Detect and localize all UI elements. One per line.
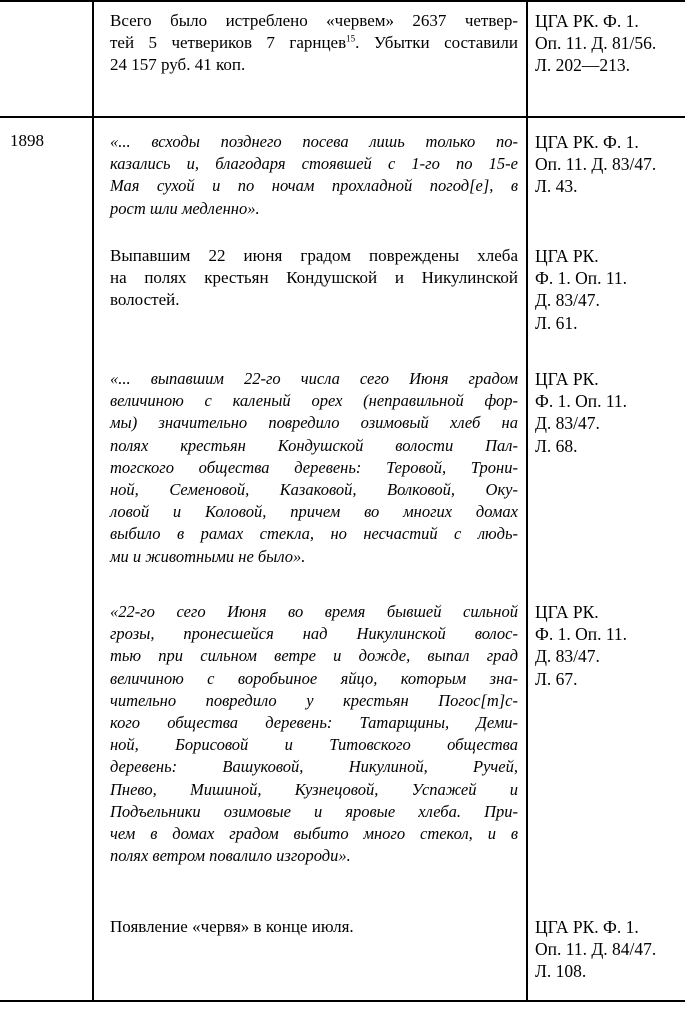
text-line: Подъельники озимовые и яровые хлеба. При- bbox=[110, 801, 518, 821]
year-cell: 1898 bbox=[10, 131, 44, 150]
text-line: Д. 83/47. bbox=[535, 646, 600, 667]
source-reference bbox=[535, 10, 683, 77]
text-line: полях крестьян Кондушской волости Пал- bbox=[110, 435, 518, 455]
text-line: тью при сильном ветре и дожде, выпал град bbox=[110, 646, 518, 666]
text-line: деревень: Вашуковой, Никулиной, Ручей, bbox=[110, 757, 518, 777]
text-line: ловой и Коловой, причем во многих домах bbox=[110, 502, 518, 522]
text-line: Д. 83/47. bbox=[535, 413, 600, 434]
text-line: Ф. 1. Оп. 11. bbox=[535, 624, 628, 645]
text-line: Ф. 1. Оп. 11. bbox=[535, 268, 628, 289]
text-line: ной, Борисовой и Титовского общества bbox=[110, 735, 518, 755]
text-line: величиною с воробьиное яйцо, которым зна- bbox=[110, 668, 518, 688]
table-cell-event bbox=[110, 916, 518, 938]
text-line: тогского общества деревень: Теровой, Трони- bbox=[110, 457, 518, 477]
footnote-marker: 15 bbox=[346, 33, 356, 44]
text-line: полях ветром повалило изгороди». bbox=[110, 846, 351, 866]
text-line: Оп. 11. Д. 81/56. bbox=[535, 33, 657, 54]
table-cell-event bbox=[110, 245, 518, 312]
text-line: мы) значительно повредило озимовый хлеб на bbox=[110, 413, 518, 433]
text-line: ЦГА РК. bbox=[535, 369, 599, 389]
source-reference bbox=[535, 131, 683, 198]
text-line: волостей. bbox=[110, 290, 180, 310]
text-line: казались и, благодаря стоявшей с 1-го по 15-е bbox=[110, 154, 518, 174]
text-line: Л. 202—213. bbox=[535, 55, 630, 76]
table-bottom-border bbox=[0, 1000, 685, 1002]
text-line: Л. 67. bbox=[535, 668, 578, 689]
text-line: ми и животными не было». bbox=[110, 546, 306, 566]
text-line: 24 157 руб. 41 коп. bbox=[110, 55, 246, 75]
table-cell-event bbox=[110, 601, 518, 867]
text-line: рост шли медленно». bbox=[110, 198, 260, 218]
text-line: ЦГА РК. Ф. 1. bbox=[535, 132, 639, 152]
text-line: Ф. 1. Оп. 11. bbox=[535, 391, 628, 412]
text-line: чем в домах градом выбито много стекол, и в bbox=[110, 824, 518, 844]
text-line: «22-го сего Июня во время бывшей сильной bbox=[110, 602, 518, 621]
text-line: выбило в рамах стекла, но несчастий с людь- bbox=[110, 524, 518, 544]
source-reference bbox=[535, 916, 683, 983]
table-cell-event bbox=[110, 368, 518, 568]
text-line: чительно повредило у крестьян Погос[т]с- bbox=[110, 690, 518, 710]
text-line: Всего было истреблено «червем» 2637 четвер- bbox=[110, 11, 518, 30]
text-line: Л. 68. bbox=[535, 435, 578, 456]
text-line: Оп. 11. Д. 83/47. bbox=[535, 154, 657, 175]
text-line: Л. 108. bbox=[535, 961, 587, 982]
text-line: Появление «червя» в конце июля. bbox=[110, 917, 354, 936]
text-line: ЦГА РК. bbox=[535, 246, 599, 266]
text-line: Мая сухой и по ночам прохладной погод[е], в bbox=[110, 176, 518, 196]
text-line: ЦГА РК. Ф. 1. bbox=[535, 917, 639, 937]
text-line: ЦГА РК. Ф. 1. bbox=[535, 11, 639, 31]
text-line: Выпавшим 22 июня градом повреждены хлеба bbox=[110, 246, 518, 265]
text-line: тей 5 четвериков 7 гарнцев$^{15}$. Убытки составили bbox=[110, 33, 518, 53]
table-cell-event bbox=[110, 10, 518, 77]
text-line: величиною с каленый орех (неправильной фор- bbox=[110, 391, 518, 411]
table-top-border bbox=[0, 0, 685, 2]
column-divider-source bbox=[526, 0, 528, 1002]
text-line: Л. 43. bbox=[535, 176, 578, 197]
source-reference bbox=[535, 245, 683, 334]
text-line: ЦГА РК. bbox=[535, 602, 599, 622]
source-reference bbox=[535, 368, 683, 457]
text-line: «... выпавшим 22-го числа сего Июня градом bbox=[110, 369, 518, 388]
text-line: грозы, пронесшейся над Никулинской волос- bbox=[110, 624, 518, 644]
text-line: Пнево, Мишиной, Кузнецовой, Успажей и bbox=[110, 779, 518, 799]
text-line: кого общества деревень: Татарщины, Деми- bbox=[110, 713, 518, 733]
text-line: Л. 61. bbox=[535, 312, 578, 333]
row-divider bbox=[0, 116, 685, 118]
text-line: «... всходы позднего посева лишь только по- bbox=[110, 132, 518, 151]
table-cell-event bbox=[110, 131, 518, 220]
column-divider-year bbox=[92, 0, 94, 1002]
text-line: Оп. 11. Д. 84/47. bbox=[535, 939, 657, 960]
text-line: на полях крестьян Кондушской и Никулинской bbox=[110, 268, 518, 288]
text-line: ной, Семеновой, Казаковой, Волковой, Оку- bbox=[110, 480, 518, 500]
source-reference bbox=[535, 601, 683, 690]
text-line: Д. 83/47. bbox=[535, 290, 600, 311]
